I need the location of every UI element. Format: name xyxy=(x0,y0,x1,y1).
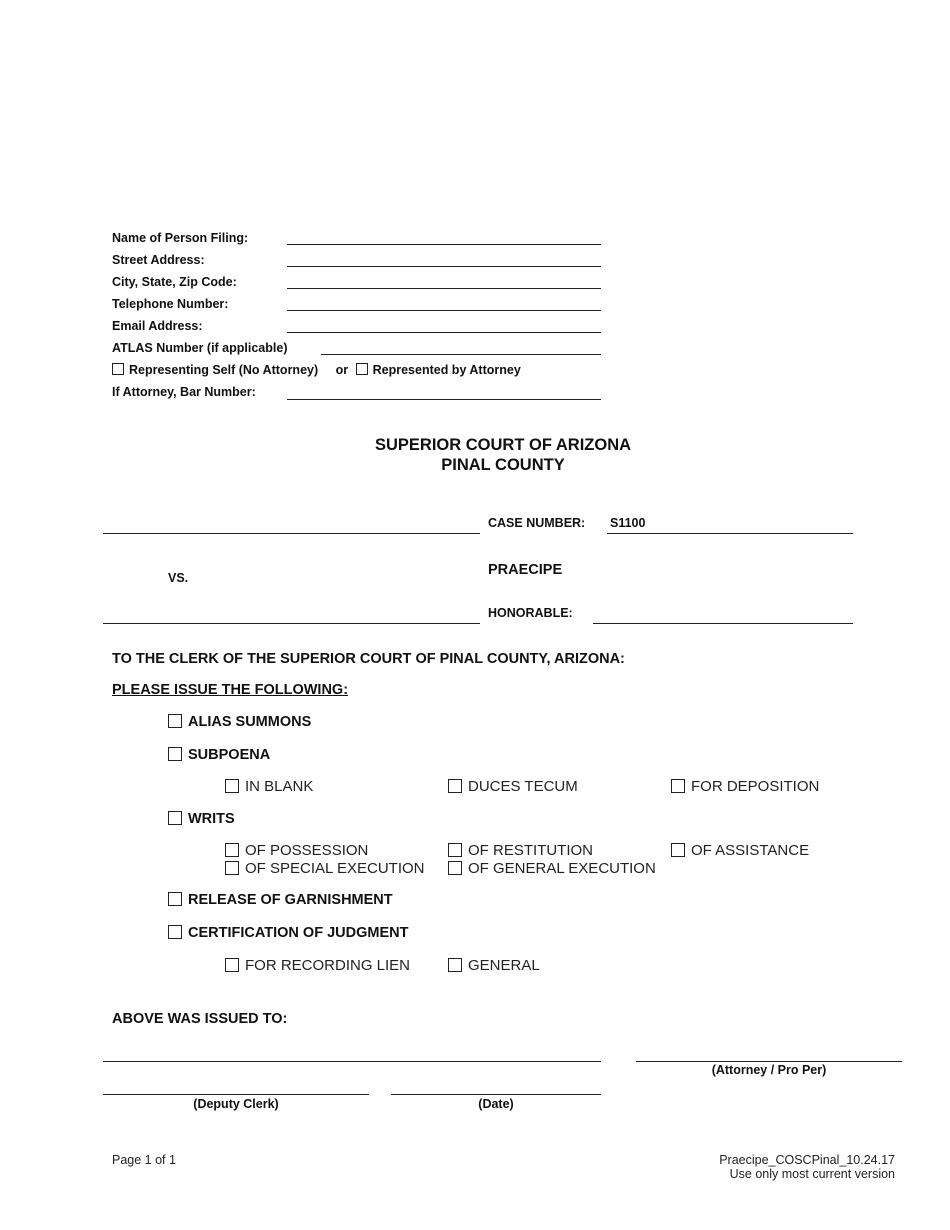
version-note: Use only most current version xyxy=(729,1167,895,1181)
duces-tecum-option xyxy=(448,778,578,795)
deputy-clerk-label: (Deputy Clerk) xyxy=(193,1097,279,1111)
writs-label: WRITS xyxy=(188,811,235,827)
release-garnishment-checkbox[interactable] xyxy=(168,892,182,906)
name-of-person-filing-label: Name of Person Filing: xyxy=(112,231,249,245)
to-clerk-heading: TO THE CLERK OF THE SUPERIOR COURT OF PINAL COUNTY, ARIZONA: xyxy=(112,651,625,667)
plaintiff-field[interactable] xyxy=(103,533,480,534)
in-blank-checkbox[interactable] xyxy=(225,779,239,793)
telephone-number-label: Telephone Number: xyxy=(112,297,229,311)
writs-checkbox[interactable] xyxy=(168,811,182,825)
general-label: GENERAL xyxy=(468,957,540,974)
in-blank-label: IN BLANK xyxy=(245,778,314,795)
city-state-zip-field[interactable] xyxy=(287,288,601,289)
case-number-label: CASE NUMBER: xyxy=(488,516,586,530)
writs-option xyxy=(168,811,235,827)
general-checkbox[interactable] xyxy=(448,958,462,972)
release-garnishment-option xyxy=(168,892,393,908)
in-blank-option xyxy=(225,778,313,795)
alias-summons-checkbox[interactable] xyxy=(168,714,182,728)
for-deposition-checkbox[interactable] xyxy=(671,779,685,793)
above-issued-heading: ABOVE WAS ISSUED TO: xyxy=(112,1011,288,1027)
duces-tecum-checkbox[interactable] xyxy=(448,779,462,793)
case-number-value[interactable]: S1100 xyxy=(610,516,646,530)
page-number: Page 1 of 1 xyxy=(112,1153,176,1167)
of-special-execution-checkbox[interactable] xyxy=(225,861,239,875)
case-number-field[interactable] xyxy=(607,533,853,534)
bar-number-label: If Attorney, Bar Number: xyxy=(112,385,256,399)
alias-summons-option xyxy=(168,714,311,730)
of-possession-option xyxy=(225,842,368,859)
for-recording-lien-label: FOR RECORDING LIEN xyxy=(245,957,411,974)
vs-label: VS. xyxy=(168,571,189,585)
subpoena-label: SUBPOENA xyxy=(188,747,271,763)
or-label: or xyxy=(335,363,349,377)
deputy-clerk-field[interactable] xyxy=(103,1094,369,1095)
attorney-pro-per-label: (Attorney / Pro Per) xyxy=(711,1063,827,1077)
of-assistance-option xyxy=(671,842,809,859)
subpoena-option xyxy=(168,747,270,763)
of-special-execution-option xyxy=(225,860,424,877)
form-id: Praecipe_COSCPinal_10.24.17 xyxy=(719,1153,895,1167)
please-issue-heading: PLEASE ISSUE THE FOLLOWING: xyxy=(112,682,349,698)
street-address-field[interactable] xyxy=(287,266,601,267)
honorable-field[interactable] xyxy=(593,623,853,624)
telephone-number-field[interactable] xyxy=(287,310,601,311)
of-restitution-option xyxy=(448,842,593,859)
duces-tecum-label: DUCES TECUM xyxy=(468,778,578,795)
issued-to-field[interactable] xyxy=(103,1061,601,1062)
representing-self-label: Representing Self (No Attorney) xyxy=(129,363,319,377)
general-option xyxy=(448,957,540,974)
for-recording-lien-option xyxy=(225,957,410,974)
honorable-label: HONORABLE: xyxy=(488,606,573,620)
represented-by-attorney-checkbox[interactable] xyxy=(356,363,368,375)
of-general-execution-checkbox[interactable] xyxy=(448,861,462,875)
certification-judgment-label: CERTIFICATION OF JUDGMENT xyxy=(188,925,409,941)
of-possession-checkbox[interactable] xyxy=(225,843,239,857)
representing-self-checkbox[interactable] xyxy=(112,363,124,375)
represented-by-attorney-label: Represented by Attorney xyxy=(372,363,521,377)
of-assistance-label: OF ASSISTANCE xyxy=(691,842,810,859)
alias-summons-label: ALIAS SUMMONS xyxy=(188,714,312,730)
for-deposition-option xyxy=(671,778,819,795)
email-address-label: Email Address: xyxy=(112,319,203,333)
street-address-label: Street Address: xyxy=(112,253,205,267)
date-field[interactable] xyxy=(391,1094,601,1095)
of-possession-label: OF POSSESSION xyxy=(245,842,369,859)
atlas-number-field[interactable] xyxy=(321,354,601,355)
name-of-person-filing-field[interactable] xyxy=(287,244,601,245)
bar-number-field[interactable] xyxy=(287,399,601,400)
of-special-execution-label: OF SPECIAL EXECUTION xyxy=(245,860,425,877)
attorney-pro-per-field[interactable] xyxy=(636,1061,902,1062)
of-assistance-checkbox[interactable] xyxy=(671,843,685,857)
document-title: PRAECIPE xyxy=(488,562,563,578)
atlas-number-label: ATLAS Number (if applicable) xyxy=(112,341,288,355)
release-garnishment-label: RELEASE OF GARNISHMENT xyxy=(188,892,393,908)
email-address-field[interactable] xyxy=(287,332,601,333)
of-restitution-checkbox[interactable] xyxy=(448,843,462,857)
certification-judgment-option xyxy=(168,925,408,941)
of-general-execution-label: OF GENERAL EXECUTION xyxy=(468,860,656,877)
date-label: (Date) xyxy=(478,1097,514,1111)
city-state-zip-label: City, State, Zip Code: xyxy=(112,275,237,289)
defendant-field[interactable] xyxy=(103,623,480,624)
for-recording-lien-checkbox[interactable] xyxy=(225,958,239,972)
court-title-line1: SUPERIOR COURT OF ARIZONA xyxy=(374,436,632,454)
of-general-execution-option xyxy=(448,860,656,877)
court-title-line2: PINAL COUNTY xyxy=(441,456,565,474)
for-deposition-label: FOR DEPOSITION xyxy=(691,778,820,795)
subpoena-checkbox[interactable] xyxy=(168,747,182,761)
certification-judgment-checkbox[interactable] xyxy=(168,925,182,939)
representation-row xyxy=(112,363,521,377)
of-restitution-label: OF RESTITUTION xyxy=(468,842,593,859)
